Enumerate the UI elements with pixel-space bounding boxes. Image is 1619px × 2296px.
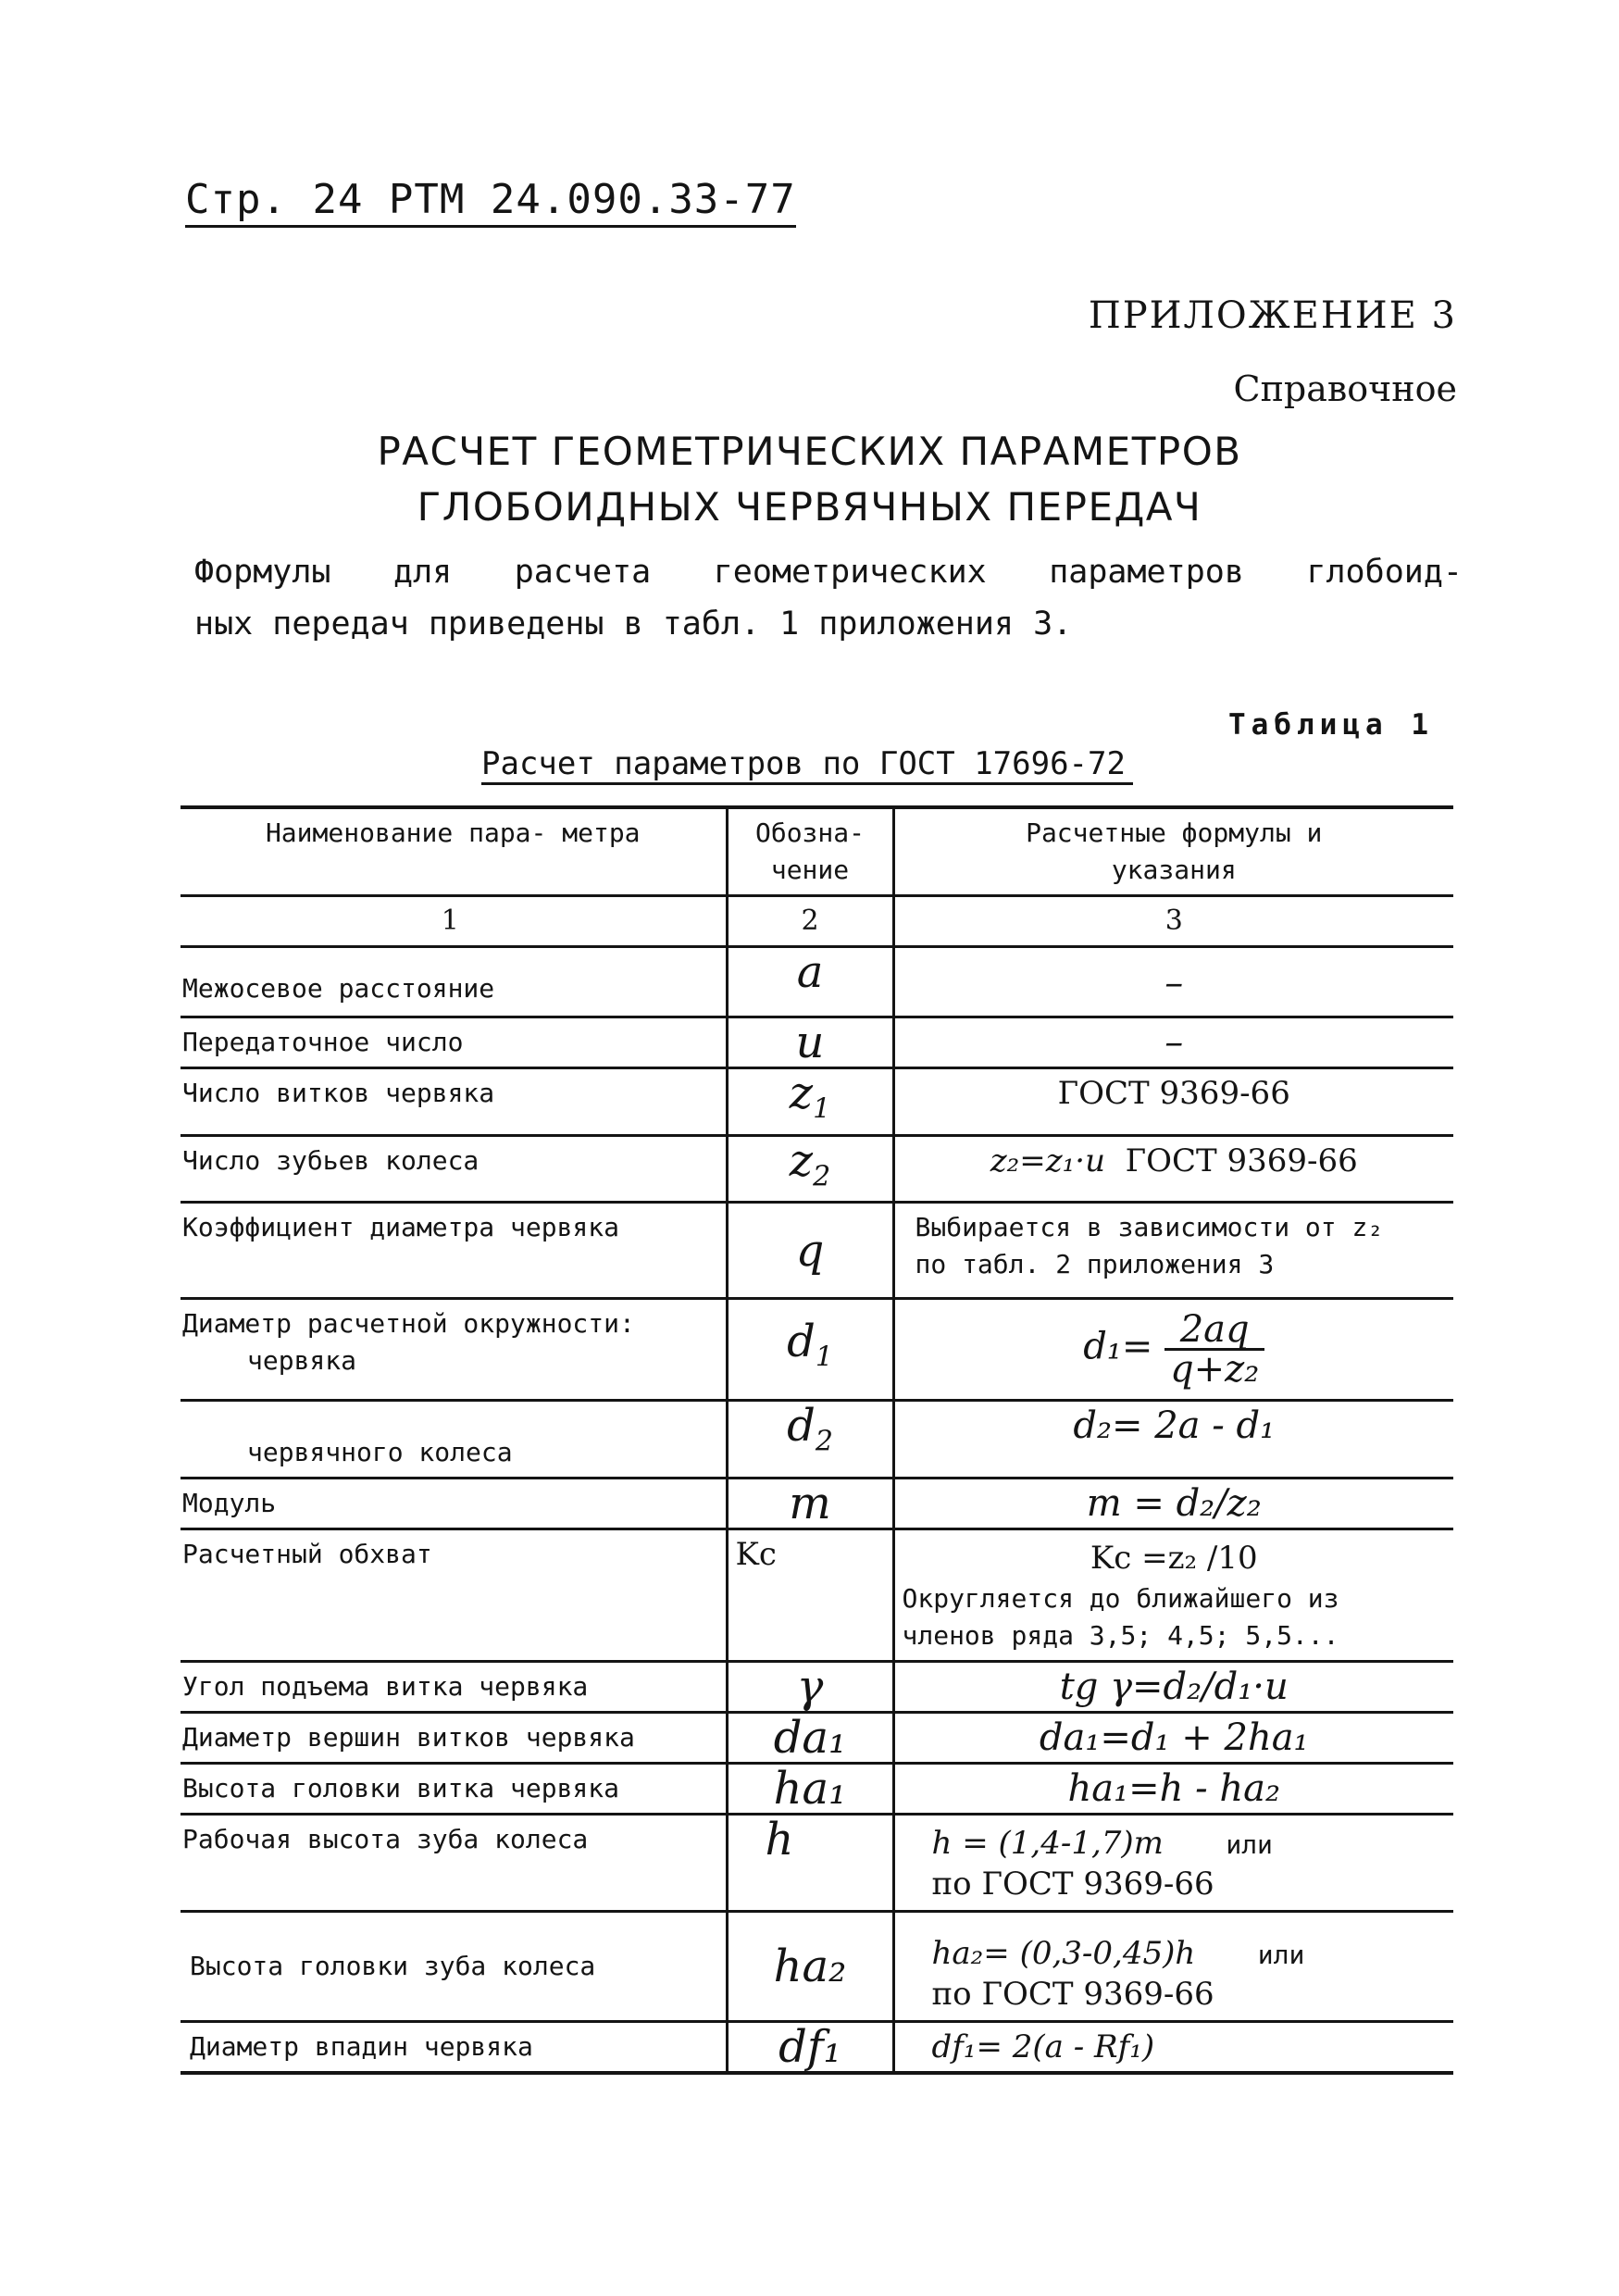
param-formula: h = (1,4-1,7)m или по ГОСТ 9369-66 [893, 1815, 1453, 1912]
param-symbol: df₁ [727, 2022, 893, 2074]
param-symbol: ha₁ [727, 1764, 893, 1815]
param-symbol: da₁ [727, 1713, 893, 1764]
param-symbol: u [727, 1017, 893, 1068]
param-name: Коэффициент диаметра червяка [182, 1212, 620, 1243]
param-symbol: h [727, 1815, 893, 1912]
param-formula: da₁=d₁ + 2ha₁ [893, 1713, 1453, 1764]
col-number-3: 3 [893, 896, 1453, 947]
param-symbol: $d_2$ [727, 1401, 893, 1479]
param-symbol: $d_1$ [727, 1299, 893, 1401]
param-name: Расчетный обхват [182, 1539, 432, 1570]
param-formula: – [893, 947, 1453, 1017]
intro-line-1: Формулы для расчета геометрических параметров глобоид- [194, 554, 1463, 591]
table-row [181, 1299, 1453, 1401]
document-title [0, 424, 1619, 535]
param-formula: tg γ=d₂/d₁·u [893, 1662, 1453, 1713]
table-row [181, 1135, 1453, 1203]
intro-paragraph [194, 546, 1463, 650]
param-name: Диаметр расчетной окружности: червяка [182, 1308, 635, 1377]
header-symbol: Обозна- чение [727, 807, 893, 896]
title-line-1: РАСЧЕТ ГЕОМЕТРИЧЕСКИХ ПАРАМЕТРОВ [377, 429, 1242, 474]
table-caption: Расчет параметров по ГОСТ 17696-72 [481, 745, 1133, 785]
param-formula: z₂=z₁·u ГОСТ 9369-66 [893, 1135, 1453, 1203]
param-name: Передаточное число [182, 1027, 464, 1057]
param-formula: ha₁=h - ha₂ [893, 1764, 1453, 1815]
header-name: Наименование пара- метра [265, 817, 641, 848]
appendix-label: ПРИЛОЖЕНИЕ 3 [1088, 294, 1457, 337]
table-row [181, 2022, 1453, 2074]
param-formula: m = d₂/z₂ [893, 1479, 1453, 1529]
table-label: Таблица 1 [1228, 708, 1434, 742]
param-symbol: a [727, 947, 893, 1017]
param-formula: d₁= $\frac{2aq}{\text{q+z₂}}$ [893, 1299, 1453, 1401]
param-symbol: m [727, 1479, 893, 1529]
param-formula: df₁= 2(a - Rf₁) [893, 2022, 1453, 2074]
param-name: Высота головки витка червяка [182, 1773, 620, 1804]
appendix-type: Справочное [1233, 368, 1457, 409]
page-reference: Стр. 24 РТМ 24.090.33-77 [185, 176, 796, 228]
col-number-2: 2 [727, 896, 893, 947]
intro-line-2: ных передач приведены в табл. 1 приложения 3. [194, 605, 1073, 643]
param-formula: Выбирается в зависимости от z₂ по табл. 2 приложения 3 [893, 1203, 1453, 1299]
param-formula: d₂= 2a - d₁ [893, 1401, 1453, 1479]
param-name: Рабочая высота зуба колеса [182, 1824, 589, 1855]
param-symbol: $z_1$ [727, 1068, 893, 1136]
col-number-1: 1 [441, 905, 459, 937]
fraction: $\frac{2aq}{\text{q+z₂}}$ [1164, 1311, 1264, 1388]
param-name: Диаметр вершин витков червяка [182, 1722, 635, 1753]
table-row [181, 1815, 1453, 1912]
param-formula: ГОСТ 9369-66 [893, 1068, 1453, 1136]
table-row [181, 1764, 1453, 1815]
param-name: Межосевое расстояние [182, 973, 495, 1004]
table-row [181, 1401, 1453, 1479]
param-symbol: ha₂ [727, 1912, 893, 2022]
param-name: Диаметр впадин червяка [190, 2031, 533, 2063]
table-header-row [181, 807, 1453, 896]
table-row [181, 1912, 1453, 2022]
table-row [181, 1529, 1453, 1662]
param-name: Модуль [182, 1488, 277, 1519]
column-number-row [181, 896, 1453, 947]
param-formula: ha₂= (0,3-0,45)h или по ГОСТ 9369-66 [893, 1912, 1453, 2022]
table-row [181, 1479, 1453, 1529]
title-line-2: ГЛОБОИДНЫХ ЧЕРВЯЧНЫХ ПЕРЕДАЧ [417, 484, 1202, 530]
param-formula: – [893, 1017, 1453, 1068]
param-formula: Kс =z₂ /10 Округляется до ближайшего из членов ряда 3,5; 4,5; 5,5... [893, 1529, 1453, 1662]
param-name: червячного колеса [247, 1437, 513, 1468]
table-row [181, 1713, 1453, 1764]
table-row [181, 1068, 1453, 1136]
table-row [181, 1662, 1453, 1713]
header-formula: Расчетные формулы и указания [893, 807, 1453, 896]
param-name: Угол подъема витка червяка [182, 1671, 589, 1703]
param-symbol: Kс [727, 1529, 893, 1662]
table-row [181, 1017, 1453, 1068]
param-symbol: $z_2$ [727, 1135, 893, 1203]
param-symbol: γ [727, 1662, 893, 1713]
parameters-table [181, 805, 1453, 2075]
param-name: Высота головки зуба колеса [190, 1951, 596, 1982]
param-name: Число витков червяка [182, 1078, 495, 1108]
param-name: Число зубьев колеса [182, 1144, 479, 1176]
table-row [181, 947, 1453, 1017]
table-row [181, 1203, 1453, 1299]
param-symbol: q [727, 1203, 893, 1299]
